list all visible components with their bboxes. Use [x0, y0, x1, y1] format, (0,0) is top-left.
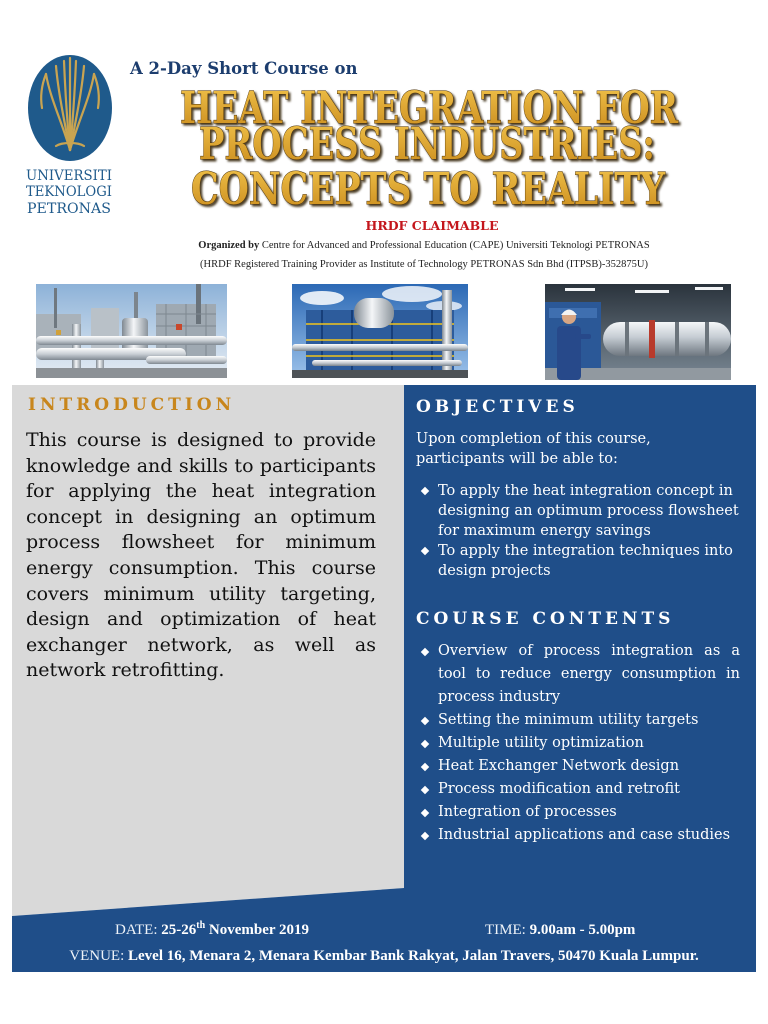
- objectives-list: [438, 481, 746, 581]
- list-item: [438, 755, 740, 778]
- course-contents-list: [438, 640, 740, 847]
- objective-text: To apply the heat integration concept in designing an optimum process flowsheet for maximum energy savings: [438, 483, 739, 539]
- course-date: [115, 920, 309, 940]
- photo-engineer-machinery: [545, 284, 731, 380]
- organizer-label: Organized by: [198, 240, 260, 251]
- content-text: Process modification and retrofit: [438, 781, 680, 797]
- title-line-2: PROCESS INDUSTRIES:: [199, 119, 655, 170]
- utp-logo: [20, 50, 120, 220]
- hrdf-claimable-badge: HRDF CLAIMABLE: [365, 218, 499, 233]
- list-item: [438, 801, 740, 824]
- course-kicker: A 2-Day Short Course on: [130, 59, 358, 78]
- content-text: Integration of processes: [438, 804, 617, 820]
- provider-note: (HRDF Registered Training Provider as Institute of Technology PETRONAS Sdn Bhd (ITPSB)-352875U): [200, 259, 648, 270]
- title-line-3: CONCEPTS TO REALITY: [191, 164, 666, 215]
- organizer-line: [164, 239, 684, 253]
- time-label: TIME:: [485, 922, 526, 938]
- introduction-body: This course is designed to provide knowledge and skills to participants for applying the heat integration concept in designing an optimum process flowsheet for minimum energy consumption. This course covers minimum utility targeting, design and optimization of heat exchanger network, as well as network retrofitting.: [26, 429, 376, 682]
- logo-text-petronas: PETRONAS: [27, 201, 111, 217]
- process-plant-image: [292, 284, 468, 378]
- list-item: [438, 481, 746, 541]
- list-item: [438, 709, 740, 732]
- venue-value: Level 16, Menara 2, Menara Kembar Bank Rakyat, Jalan Travers, 50470 Kuala Lumpur.: [128, 948, 699, 964]
- objectives-heading: OBJECTIVES: [416, 397, 579, 417]
- refinery-pipes-image: [36, 284, 227, 378]
- date-month-year: November 2019: [208, 922, 310, 938]
- title-line-1: HEAT INTEGRATION FOR: [180, 83, 679, 134]
- photo-process-plant: [292, 284, 468, 378]
- engineer-machinery-image: [545, 284, 731, 380]
- list-item: [438, 778, 740, 801]
- date-value: 25-26: [161, 922, 197, 938]
- list-item: [438, 541, 746, 581]
- introduction-heading: INTRODUCTION: [28, 395, 236, 415]
- list-item: [438, 824, 740, 847]
- course-title: [160, 78, 700, 218]
- list-item: [438, 732, 740, 755]
- logo-text-teknologi: TEKNOLOGI: [26, 184, 112, 200]
- course-venue: [12, 946, 756, 966]
- objective-text: To apply the integration techniques into design projects: [438, 543, 733, 579]
- course-time: [485, 920, 635, 940]
- venue-label: VENUE:: [69, 948, 125, 964]
- content-text: Multiple utility optimization: [438, 735, 644, 751]
- list-item: [438, 640, 740, 709]
- content-text: Overview of process integration as a tool to reduce energy consumption in process industry: [438, 643, 740, 705]
- date-label: DATE:: [115, 922, 158, 938]
- objectives-lead: Upon completion of this course, participants will be able to:: [416, 431, 651, 467]
- date-suffix: th: [196, 920, 206, 931]
- photo-refinery-pipes: [36, 284, 227, 378]
- content-text: Setting the minimum utility targets: [438, 712, 699, 728]
- logo-text-universiti: UNIVERSITI: [26, 168, 112, 184]
- content-text: Industrial applications and case studies: [438, 827, 731, 843]
- content-text: Heat Exchanger Network design: [438, 758, 680, 774]
- time-value: 9.00am - 5.00pm: [529, 922, 636, 938]
- organizer-text: Centre for Advanced and Professional Education (CAPE) Universiti Teknologi PETRONAS: [261, 240, 650, 251]
- course-contents-heading: COURSE CONTENTS: [416, 609, 675, 629]
